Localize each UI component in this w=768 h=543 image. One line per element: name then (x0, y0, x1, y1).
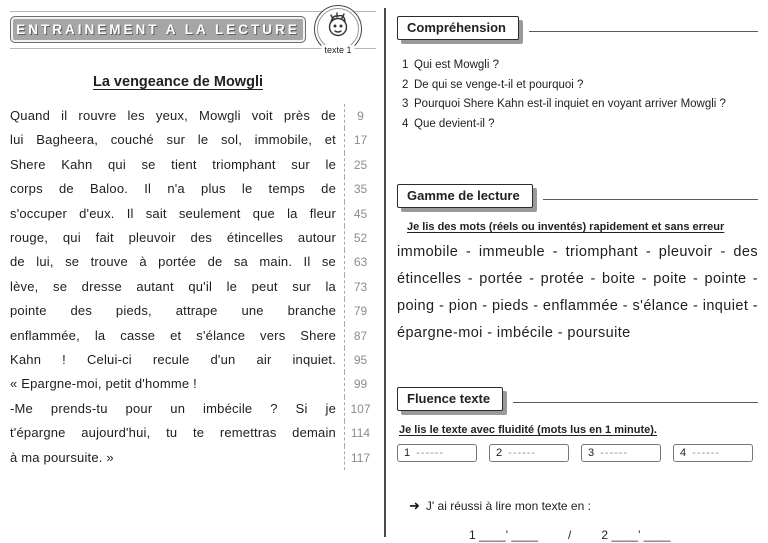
worksheet-title: ENTRAINEMENT A LA LECTURE (16, 22, 300, 37)
question-number: 3 (402, 98, 409, 110)
fluence-title: Fluence texte (397, 387, 503, 411)
fluence-score-boxes (397, 444, 758, 462)
question-item (402, 115, 758, 135)
question-text: De qui se venge-t-il et pourquoi ? (414, 78, 584, 91)
fluence-box-blank: ------ (508, 447, 537, 459)
question-item (402, 56, 758, 76)
question-number: 1 (402, 59, 409, 71)
reading-line-count: 114 (344, 421, 376, 445)
question-text: Qui est Mowgli ? (414, 59, 500, 71)
fluence-box-number: 1 (404, 447, 411, 459)
left-column (10, 8, 376, 470)
question-number: 4 (402, 117, 409, 130)
gamme-word-list: immobile - immeuble - triomphant - pleuvoir - des étincelles - portée - protée - boite - poite - pointe - poing - pion - pieds - enflammée - s'élance - inquiet - épargne-moi - imbécile - poursuite (397, 244, 758, 341)
fluence-box-3 (581, 444, 661, 462)
arrow-right-icon: ➜ (409, 498, 420, 513)
question-text: Pourquoi Shere Kahn est-il inquiet en voyant arriver Mowgli ? (414, 98, 726, 110)
reading-line-text: lève, se dresse autant qu'il le peut sur la (10, 278, 336, 294)
fluence-box-4 (673, 444, 753, 462)
attempt-2-blank: 2 ____' ____ (601, 528, 671, 542)
reading-line (10, 275, 376, 299)
question-text: Que devient-il ? (414, 117, 495, 130)
reading-line-count: 95 (344, 348, 376, 372)
fluence-box-blank: ------ (416, 447, 445, 459)
reading-line-count: 107 (344, 397, 376, 421)
reading-line-count: 35 (344, 177, 376, 201)
reading-line-text: « Epargne-moi, petit d'homme ! (10, 376, 197, 392)
reading-line-count: 9 (344, 104, 376, 128)
reading-line-count: 63 (344, 250, 376, 274)
reading-line-count: 45 (344, 202, 376, 226)
result-label: J' ai réussi à lire mon texte en : (425, 499, 591, 513)
reading-line-count: 73 (344, 275, 376, 299)
right-column (397, 16, 758, 542)
section-rule (513, 402, 758, 403)
texte-badge-label: texte 1 (321, 45, 354, 55)
reading-line-count: 25 (344, 153, 376, 177)
reading-line (10, 104, 376, 128)
reading-line (10, 153, 376, 177)
reading-line-text: Shere Kahn qui se tient triomphant sur le (10, 156, 336, 172)
reading-line (10, 250, 376, 274)
gamme-subtitle: Je lis des mots (réels ou inventés) rapidement et sans erreur (407, 221, 725, 233)
fluence-box-number: 2 (496, 447, 503, 459)
section-rule (543, 199, 758, 200)
comprehension-questions (402, 56, 758, 134)
worksheet-header (10, 8, 376, 58)
reading-line (10, 372, 376, 396)
section-rule (529, 31, 758, 32)
reading-line (10, 421, 376, 445)
worksheet-title-banner (10, 16, 306, 43)
reading-line-count: 87 (344, 324, 376, 348)
reading-line-text: s'occuper d'eux. Il sait seulement que la fleur (10, 205, 336, 221)
fluence-box-2 (489, 444, 569, 462)
fluence-box-number: 4 (680, 447, 687, 459)
question-item (402, 95, 758, 115)
fluence-header (397, 387, 758, 411)
reading-line (10, 397, 376, 421)
reading-line (10, 324, 376, 348)
reading-line (10, 226, 376, 250)
reading-line-text: enflammée, la casse et s'élance vers Shere (10, 327, 336, 343)
texte-badge (314, 5, 362, 53)
reading-line-text: de lui, se trouve à portée de sa main. Il se (10, 254, 336, 270)
comprehension-title: Compréhension (397, 16, 519, 40)
attempt-times (469, 528, 758, 542)
reading-line-text: lui Bagheera, couché sur le sol, immobile, et (10, 132, 336, 148)
reading-line-count: 17 (344, 128, 376, 152)
reading-line-count: 99 (344, 372, 376, 396)
result-line (409, 498, 758, 514)
reading-line (10, 177, 376, 201)
fluence-box-number: 3 (588, 447, 595, 459)
reading-title: La vengeance de Mowgli (92, 74, 263, 90)
reading-line-text: pointe des pieds, attrape une branche (10, 303, 336, 319)
gamme-title: Gamme de lecture (397, 184, 533, 208)
fluence-box-blank: ------ (600, 447, 629, 459)
fluence-box-1 (397, 444, 477, 462)
column-divider (384, 8, 386, 537)
reading-line-text: à ma poursuite. » (10, 449, 114, 465)
reading-passage (10, 104, 376, 470)
reading-line-text: -Me prends-tu pour un imbécile ? Si je (10, 400, 336, 416)
comprehension-header (397, 16, 758, 40)
question-number: 2 (402, 78, 409, 91)
reading-line-count: 117 (344, 446, 376, 470)
reading-line (10, 299, 376, 323)
reading-line-text: rouge, qui fait pleuvoir des étincelles autour (10, 230, 336, 246)
fluence-subtitle: Je lis le texte avec fluidité (mots lus en 1 minute). (399, 424, 657, 436)
reading-line (10, 128, 376, 152)
question-item (402, 76, 758, 96)
reading-line (10, 202, 376, 226)
reading-line-text: t'épargne aujourd'hui, tu te remettras demain (10, 425, 336, 441)
mowgli-face-icon (323, 10, 353, 44)
reading-line-text: corps de Baloo. Il n'a plus le temps de (10, 181, 336, 197)
reading-line-text: Kahn ! Celui-ci recule d'un air inquiet. (10, 352, 336, 368)
reading-line (10, 348, 376, 372)
fluence-box-blank: ------ (692, 447, 721, 459)
reading-line-text: Quand il rouvre les yeux, Mowgli voit près de (10, 108, 336, 123)
reading-line (10, 446, 376, 470)
reading-line-count: 79 (344, 299, 376, 323)
gamme-header (397, 184, 758, 208)
attempt-separator: / (568, 528, 572, 542)
reading-line-count: 52 (344, 226, 376, 250)
attempt-1-blank: 1 ____' ____ (469, 528, 539, 542)
